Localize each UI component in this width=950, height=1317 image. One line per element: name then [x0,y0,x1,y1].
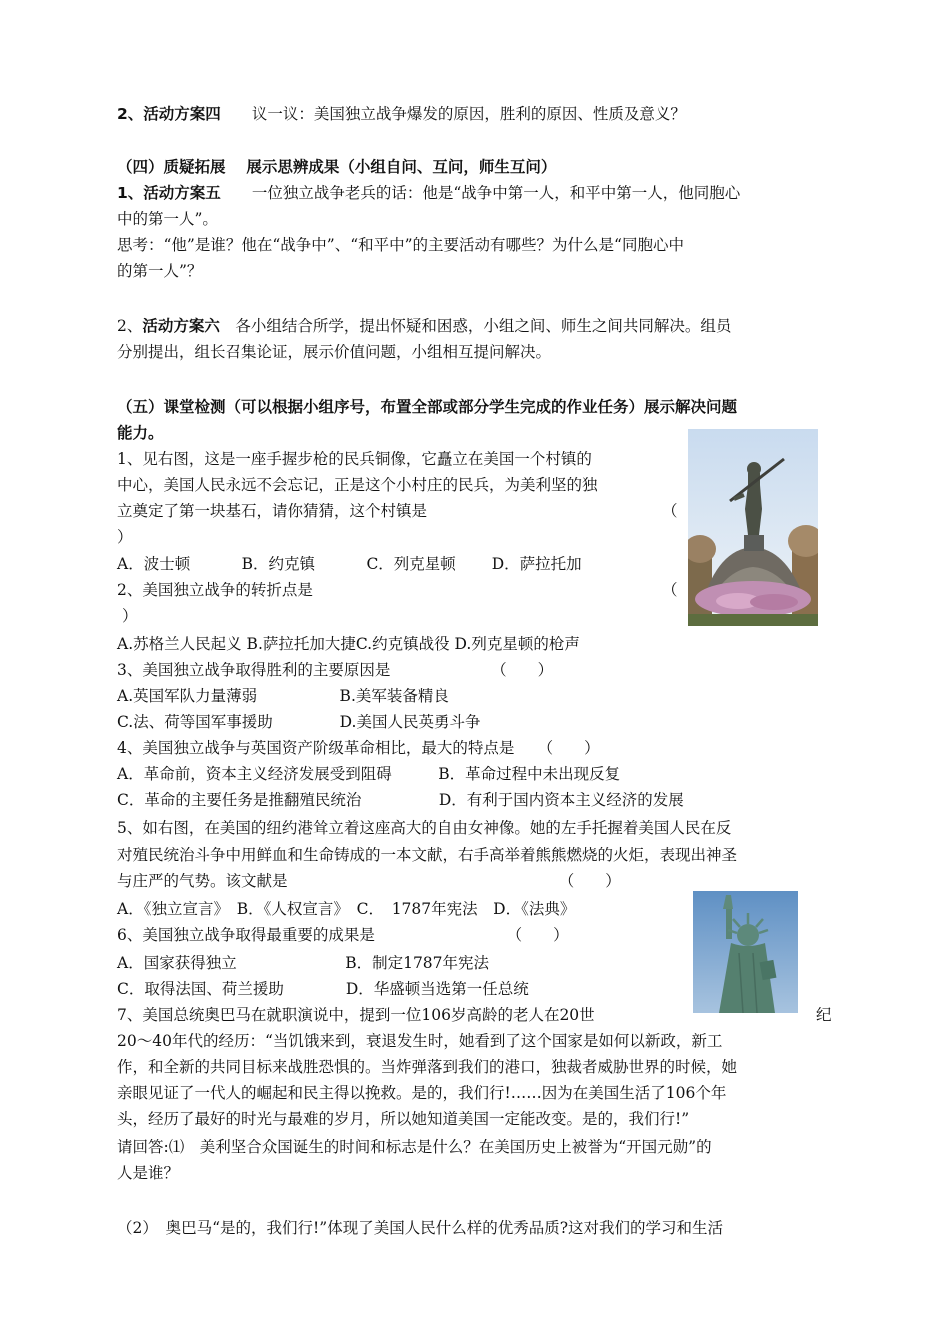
q5-line-1: 5、如右图，在美国的纽约港耸立着这座高大的自由女神像。她的左手托握着美国人民在反 [117,819,732,837]
activity-6-text-2: 分别提出，组长召集论证，展示价值问题，小组相互提问解决。 [117,343,552,361]
q3-options-1: A.英国军队力量薄弱 B.美军装备精良 [117,687,449,705]
q7-line-1: 7、美国总统奥巴马在就职演说中，提到一位106岁高龄的老人在20世 [117,1006,595,1024]
q5-options: A．《独立宣言》 B．《人权宣言》 C． 1787年宪法 D．《法典》 [117,900,576,918]
q1-line-3: 立奠定了第一块基石，请你猜猜，这个村镇是 [117,502,428,520]
activity-6-heading: 活动方案六 [142,317,220,335]
q2-answer-paren-open: （ [662,581,678,599]
activity-5-heading: 1、活动方案五 [117,184,221,202]
answer-1: 请回答:⑴ 美利坚合众国诞生的时间和标志是什么？在美国历史上被誉为“开国元勋”的 [117,1138,712,1156]
q7-line-1-end: 纪 [816,1006,832,1024]
q6-options-1: A．国家获得独立 B．制定1787年宪法 [117,954,490,972]
q7-line-2: 20～40年代的经历：“当饥饿来到，衰退发生时，她看到了这个国家是如何以新政，新工 [117,1032,723,1050]
statue-of-liberty-image [693,891,798,1013]
q3-question: 3、美国独立战争取得胜利的主要原因是 （ ） [117,661,554,679]
activity-5-text-2: 中的第一人”。 [117,210,218,228]
minuteman-statue-image [688,429,818,626]
q5-line-2: 对殖民统治斗争中用鲜血和生命铸成的一本文献，右手高举着熊熊燃烧的火炬，表现出神圣 [117,846,738,864]
q5-line-3: 与庄严的气势。该文献是 （ ） [117,872,621,890]
activity-4-heading: 2、活动方案四 [117,105,221,123]
q1-answer-paren-close: ） [117,528,133,546]
think-line-1: 思考：“他”是谁？他在“战争中”、“和平中”的主要活动有哪些？为什么是“同胞心中 [117,236,684,254]
q4-options-1: A．革命前，资本主义经济发展受到阻碍 B．革命过程中未出现反复 [117,765,621,783]
q1-answer-paren-open: （ [662,502,678,520]
section-5-title-2: 能力。 [117,424,164,442]
activity-5-line [117,180,740,206]
q2-options: A.苏格兰人民起义 B.萨拉托加大捷C.约克镇战役 D.列克星顿的枪声 [117,635,580,653]
q2-answer-paren-close: ） [122,607,138,625]
answer-2: （2） 奥巴马“是的，我们行!”体现了美国人民什么样的优秀品质?这对我们的学习和生活 [117,1219,724,1237]
q3-options-2: C.法、荷等国军事援助 D.美国人民英勇斗争 [117,713,481,731]
q1-line-2: 中心，美国人民永远不会忘记，正是这个小村庄的民兵，为美利坚的独 [117,476,598,494]
q7-line-5: 头，经历了最好的时光与最难的岁月，所以她知道美国一定能改变。是的，我们行!” [117,1110,690,1128]
q1-line-1: 1、见右图，这是一座手握步枪的民兵铜像，它矗立在美国一个村镇的 [117,450,592,468]
section-5-title: （五）课堂检测（可以根据小组序号，布置全部或部分学生完成的作业任务）展示解决问题 [117,398,738,416]
answer-1-cont: 人是谁？ [117,1164,180,1182]
q4-question: 4、美国独立战争与英国资产阶级革命相比，最大的特点是 （ ） [117,739,600,757]
section-4-title: （四）质疑拓展 展示思辨成果（小组自问、互问，师生互问） [117,158,557,176]
q4-options-2: C．革命的主要任务是推翻殖民统治 D．有利于国内资本主义经济的发展 [117,791,684,809]
think-line-2: 的第一人”？ [117,262,203,280]
q1-options: A．波士顿 B．约克镇 C．列克星顿 D．萨拉托加 [117,555,582,573]
activity-6-line [117,313,731,339]
q7-line-3: 作，和全新的共同目标来战胜恐惧的。当炸弹落到我们的港口，独裁者威胁世界的时候，她 [117,1058,738,1076]
q2-question: 2、美国独立战争的转折点是 [117,581,313,599]
q6-question: 6、美国独立战争取得最重要的成果是 （ ） [117,926,569,944]
activity-4-line [117,101,686,127]
activity-6-text: 各小组结合所学，提出怀疑和困惑，小组之间、师生之间共同解决。组员 [235,317,732,335]
q6-options-2: C．取得法国、荷兰援助 D．华盛顿当选第一任总统 [117,980,529,998]
activity-6-number: 2、 [117,317,143,335]
q7-line-4: 亲眼见证了一代人的崛起和民主得以挽救。是的，我们行!……因为在美国生活了106个年 [117,1084,727,1102]
activity-5-text: 一位独立战争老兵的话：他是“战争中第一人，和平中第一人，他同胞心 [251,184,741,202]
activity-4-text: 议一议：美国独立战争爆发的原因，胜利的原因、性质及意义？ [251,105,686,123]
